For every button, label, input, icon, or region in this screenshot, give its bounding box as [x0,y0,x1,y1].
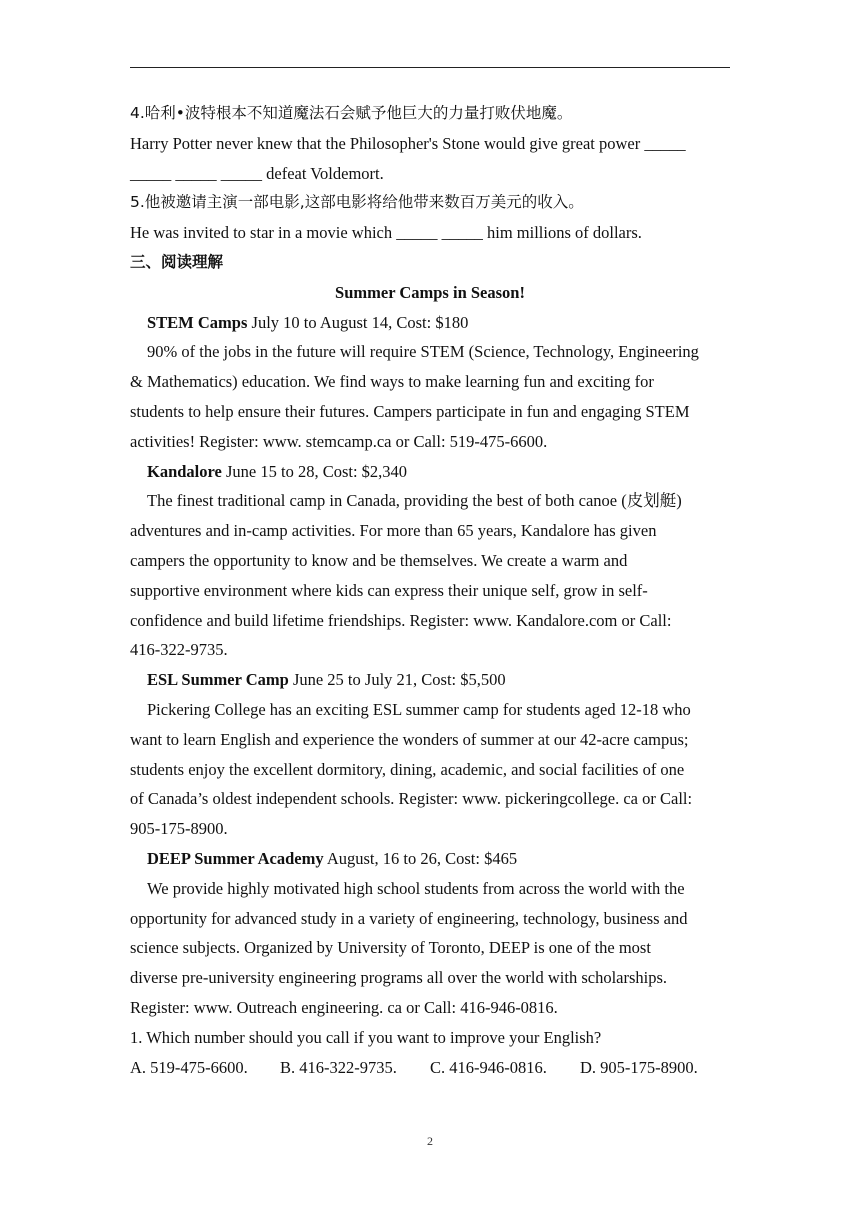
page-number: 2 [427,1134,433,1148]
option-b: B. 416-322-9735. [280,1057,397,1077]
camp-esl [130,665,730,844]
camp-name: ESL Summer Camp [147,670,289,690]
page-content [130,99,730,1082]
camp-heading [130,844,730,874]
option-a: A. 519-475-6600. [130,1057,248,1077]
camp-text-line: of Canada’s oldest independent schools. Register: www. pickeringcollege. ca or Call: [130,789,693,809]
camp-text-line: confidence and build lifetime friendships. Register: www. Kandalore.com or Call: [130,610,672,630]
camp-info: June 25 to July 21, Cost: $5,500 [288,670,506,690]
camp-text-line: We provide highly motivated high school students from across the world with the [147,878,685,898]
camp-info: July 10 to August 14, Cost: $180 [247,312,469,332]
q5-chinese: 5.他被邀请主演一部电影,这部电影将给他带来数百万美元的收入。 [130,193,584,212]
camp-text-line: students enjoy the excellent dormitory, dining, academic, and social facilities of one [130,759,685,779]
question-1-stem: 1. Which number should you call if you want to improve your English? [130,1027,602,1047]
q5-english: He was invited to star in a movie which _____ _____ him millions of dollars. [130,223,642,243]
camp-name: DEEP Summer Academy [147,848,324,868]
camp-text-line: supportive environment where kids can express their unique self, grow in self- [130,580,648,600]
camp-text-line: Pickering College has an exciting ESL summer camp for students aged 12-18 who [147,699,691,719]
passage-title: Summer Camps in Season! [335,282,525,302]
camp-kandalore [130,457,730,666]
camp-deep [130,844,730,1023]
question-1-options [130,1053,730,1083]
header-rule [130,67,730,68]
camp-info: June 15 to 28, Cost: $2,340 [221,461,408,481]
camp-text-line: want to learn English and experience the wonders of summer at our 42-acre campus; [130,729,689,749]
q4-english-line-2: _____ _____ _____ defeat Voldemort. [130,163,384,183]
camp-name: STEM Camps [147,312,248,332]
camp-text-line: opportunity for advanced study in a variety of engineering, technology, business and [130,908,688,928]
section-title: 三、阅读理解 [130,252,224,271]
option-d: D. 905-175-8900. [580,1057,698,1077]
camp-text-line: campers the opportunity to know and be themselves. We create a warm and [130,550,628,570]
camp-text-line: The finest traditional camp in Canada, providing the best of both canoe (皮划艇) [147,491,682,511]
camp-text-line: 90% of the jobs in the future will require STEM (Science, Technology, Engineering [147,342,699,362]
camp-text-line: & Mathematics) education. We find ways to make learning fun and exciting for [130,372,654,392]
camp-heading [130,308,730,338]
camp-text-line: students to help ensure their futures. Campers participate in fun and engaging STEM [130,401,690,421]
camp-text-line: diverse pre-university engineering programs all over the world with scholarships. [130,968,668,988]
camp-text-line: 416-322-9735. [130,640,228,660]
q4-chinese: 4.哈利•波特根本不知道魔法石会赋予他巨大的力量打败伏地魔。 [130,104,573,122]
camp-info: August, 16 to 26, Cost: $465 [323,848,518,868]
camp-name: Kandalore [147,461,222,481]
camp-text-line: 905-175-8900. [130,819,228,839]
q4-english-line-1: Harry Potter never knew that the Philosopher's Stone would give great power _____ [130,133,686,153]
camp-text-line: science subjects. Organized by University of Toronto, DEEP is one of the most [130,938,651,958]
camp-heading [130,457,730,487]
camp-heading [130,665,730,695]
camp-text-line: activities! Register: www. stemcamp.ca or Call: 519-475-6600. [130,431,548,451]
camp-text-line: Register: www. Outreach engineering. ca or Call: 416-946-0816. [130,997,558,1017]
camp-stem [130,308,730,457]
camp-text-line: adventures and in-camp activities. For more than 65 years, Kandalore has given [130,521,657,541]
option-c: C. 416-946-0816. [430,1057,547,1077]
